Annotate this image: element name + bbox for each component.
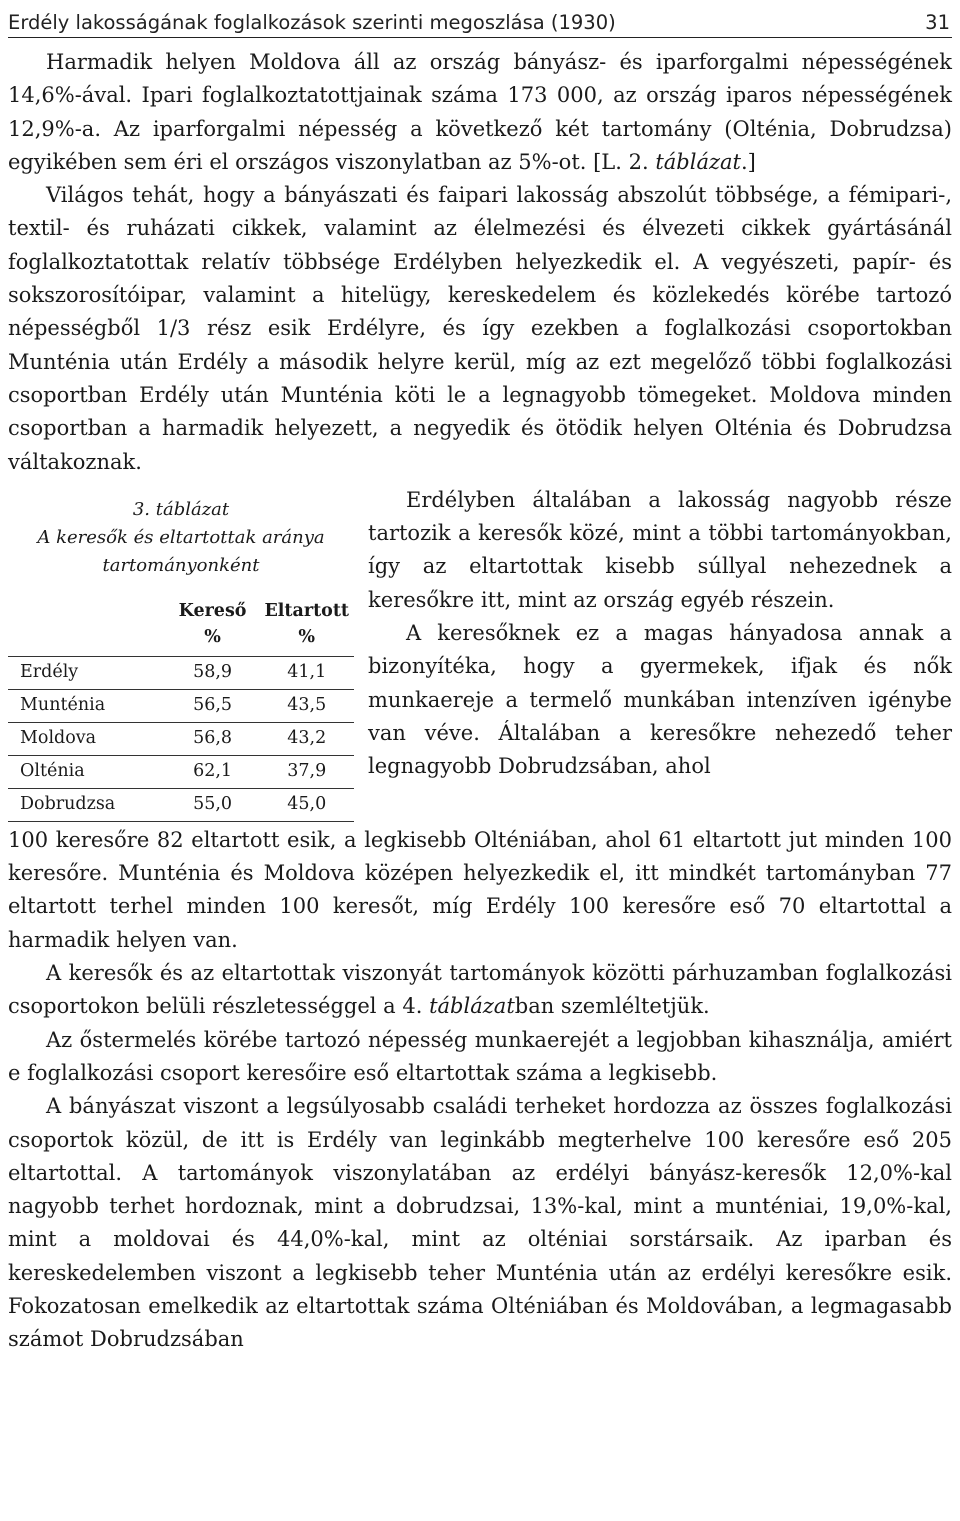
page-number: 31 <box>925 11 950 34</box>
paragraph: Az őstermelés körébe tartozó népesség munkaerejét a legjobban kihasználja, amiért e foglalkozási csoport keresőire eső eltartottak száma a legkisebb. <box>8 1027 952 1085</box>
paragraph-continuation: 100 keresőre 82 eltartott esik, a legkisebb Olténiában, ahol 61 eltartott jut minden 100 keresőre. Munténia és Moldova középen helyezkedik el, itt mindkét tartományban 77 eltartott terhel minden 100 keresőt, míg Erdély 100 keresőre eső 70 eltartottal a harmadik helyen van. <box>8 827 952 952</box>
table-and-text-row <box>8 484 952 822</box>
header-eltartott: Eltartott % <box>259 598 354 657</box>
table-reference: táblázat <box>429 994 515 1019</box>
table-header-row <box>8 598 354 657</box>
table-reference: táblázat <box>655 149 741 174</box>
paragraph: A keresőknek ez a magas hányadosa annak a bizonyítéka, hogy a gyermekek, ifjak és nők munkaereje a termelő munkában intenzíven igénybe van véve. Általában a keresőkre nehezedő teher legnagyobb Dobrudzsában, ahol <box>368 621 952 779</box>
paragraph: Világos tehát, hogy a bányászati és faipari lakosság abszolút többsége, a fémipari-, textil- és ruházati cikkek, valamint az élelmezési és élvezeti cikkek gyártásánál foglalkoztatottak relatív többsége Erdélyben helyezkedik el. A vegyészeti, papír- és sokszorosítóipar, valamint a hitelügy, kereskedelem és közlekedés körébe tartozó népességből 1/3 rész esik Erdélyre, és így ezekben a foglalkozási csoportokban Munténia után Erdély a második helyre kerül, míg az ezt megelőző többi foglalkozási csoportban Erdély után Munténia köti le a legnagyobb tömegeket. Moldova minden csoportban a harmadik helyezett, a negyedik és ötödik helyen Olténia és Dobrudzsa váltakoznak. <box>8 183 952 474</box>
body-text-upper <box>8 46 952 479</box>
paragraph: Harmadik helyen Moldova áll az ország bányász- és iparforgalmi népességének 14,6%-ával. Ipari foglalkoztatottjainak száma 173 000, az ország iparos népességének 12,9%-a. Az iparforgalmi népesség a következő két tartomány (Olténia, Dobrudzsa) egyikében sem éri el országos viszonylatban az 5%-ot. [L. 2. táblázat.] <box>8 50 952 174</box>
table-row: Moldova 56,8 43,2 <box>8 722 354 755</box>
table-title-continued: tartományonként <box>102 554 260 576</box>
table-caption <box>8 496 354 580</box>
data-table <box>8 598 354 822</box>
running-header <box>8 0 952 38</box>
header-empty <box>8 598 166 657</box>
document-page <box>8 0 952 1357</box>
running-title: Erdély lakosságának foglalkozások szerinti megoszlása (1930) <box>8 11 616 34</box>
table-row: Munténia 56,5 43,5 <box>8 689 354 722</box>
table-row: Dobrudzsa 55,0 45,0 <box>8 788 354 821</box>
paragraph: A keresők és az eltartottak viszonyát tartományok közötti párhuzamban foglalkozási csoportokon belüli részletességgel a 4. táblázatban szemléltetjük. <box>8 961 952 1019</box>
table-block <box>8 484 368 822</box>
body-text-lower <box>8 824 952 1357</box>
table-row: Erdély 58,9 41,1 <box>8 656 354 689</box>
side-text <box>368 484 952 822</box>
paragraph: Erdélyben általában a lakosság nagyobb része tartozik a keresők közé, mint a többi tartományokban, így az eltartottak kisebb súllyal nehezednek a keresőkre itt, mint az ország egyéb részein. <box>368 487 952 612</box>
table-number: 3. táblázat <box>132 498 230 520</box>
paragraph: A bányászat viszont a legsúlyosabb családi terheket hordozza az összes foglalkozási csoportok közül, de itt is Erdély van leginkább megterhelve 100 keresőre eső 205 eltartottal. A tartományok viszonylatában az erdélyi bányász-keresők 12,0%-kal nagyobb terhet hordoznak, mint a dobrudzsai, 13%-kal, mint a munténiai, 19,0%-kal, mint a moldovai és 44,0%-kal, mint az olténiai sorstársaik. Az iparban és kereskedelemben viszont a legkisebb teher Munténia után az erdélyi keresőkre esik. Fokozatosan emelkedik az eltartottak száma Olténiában és Moldovában, a legmagasabb számot Dobrudzsában <box>8 1094 952 1352</box>
table-title: A keresők és eltartottak aránya <box>37 526 325 548</box>
header-kereso: Kereső % <box>166 598 260 657</box>
table-row: Olténia 62,1 37,9 <box>8 755 354 788</box>
